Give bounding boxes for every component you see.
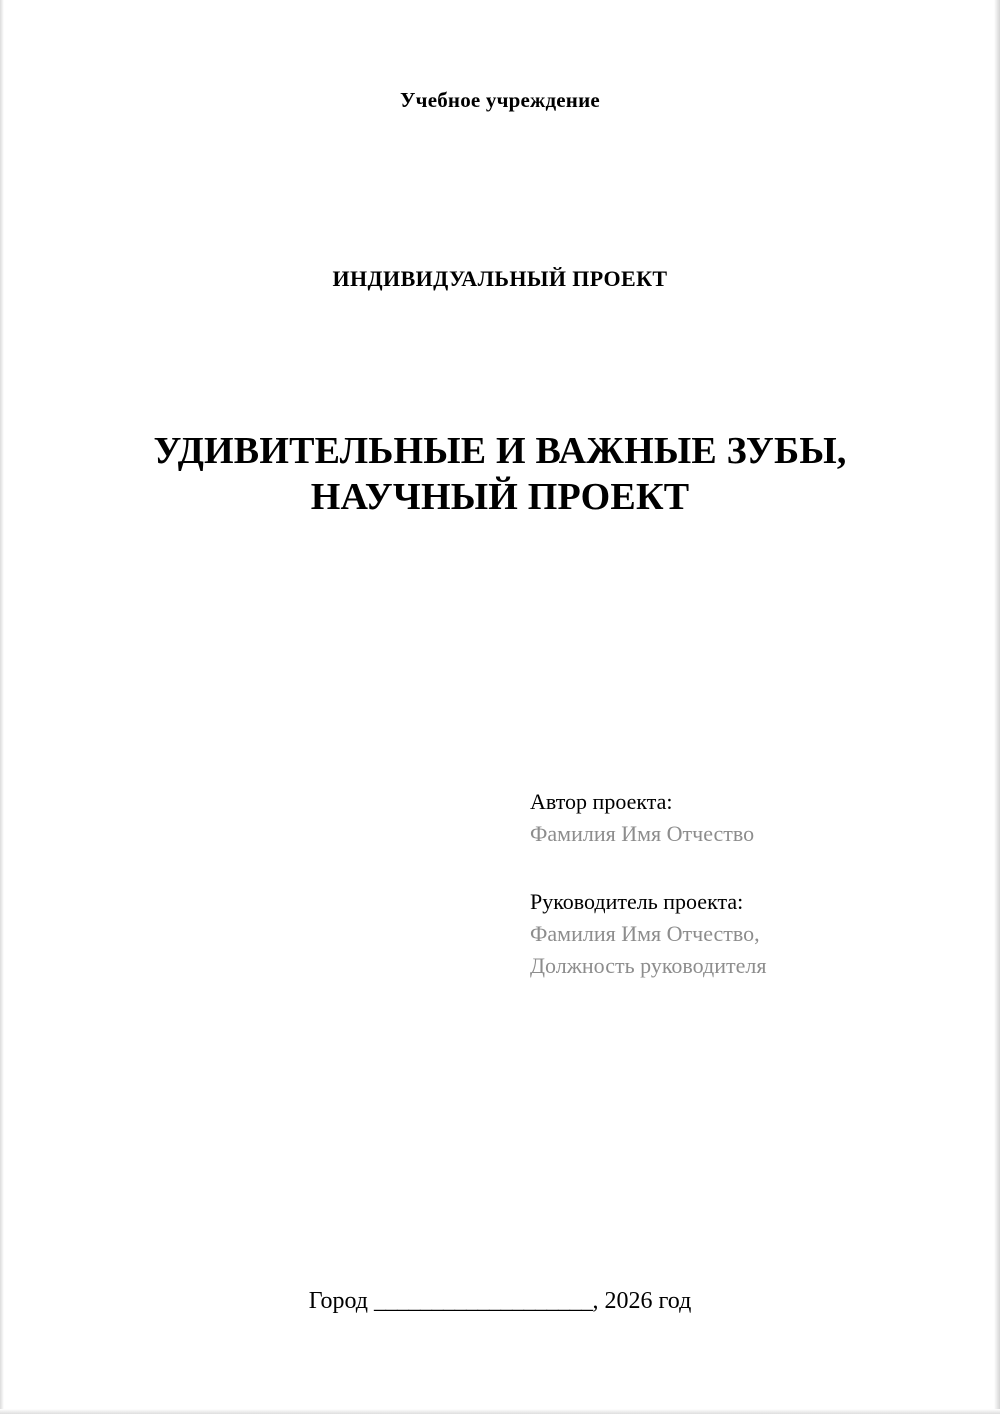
footer-city-blank: ___________________	[374, 1288, 593, 1314]
page-edge-shadow-bottom	[0, 1409, 1000, 1414]
author-label: Автор проекта:	[530, 789, 673, 814]
page-edge-shadow-right	[994, 0, 1000, 1414]
author-value: Фамилия Имя Отчество	[530, 820, 755, 846]
supervisor-value-line-2: Должность руководителя	[530, 952, 767, 978]
supervisor-value-line-1: Фамилия Имя Отчество,	[530, 920, 760, 946]
credits-block	[530, 786, 930, 981]
page-title-line-1: УДИВИТЕЛЬНЫЕ И ВАЖНЫЕ ЗУБЫ,	[153, 430, 847, 472]
page-title	[100, 428, 900, 521]
credits-spacer	[530, 850, 930, 886]
institution-name: Учебное учреждение	[400, 88, 600, 112]
footer-city-year	[0, 1288, 1000, 1315]
footer-city-label: Город	[308, 1288, 369, 1314]
page-edge-shadow-left	[0, 0, 4, 1414]
page-title-line-2: НАУЧНЫЙ ПРОЕКТ	[310, 476, 690, 519]
document-kind: ИНДИВИДУАЛЬНЫЙ ПРОЕКТ	[332, 266, 668, 291]
footer-year: , 2026 год	[592, 1288, 692, 1314]
supervisor-label: Руководитель проекта:	[530, 888, 744, 914]
